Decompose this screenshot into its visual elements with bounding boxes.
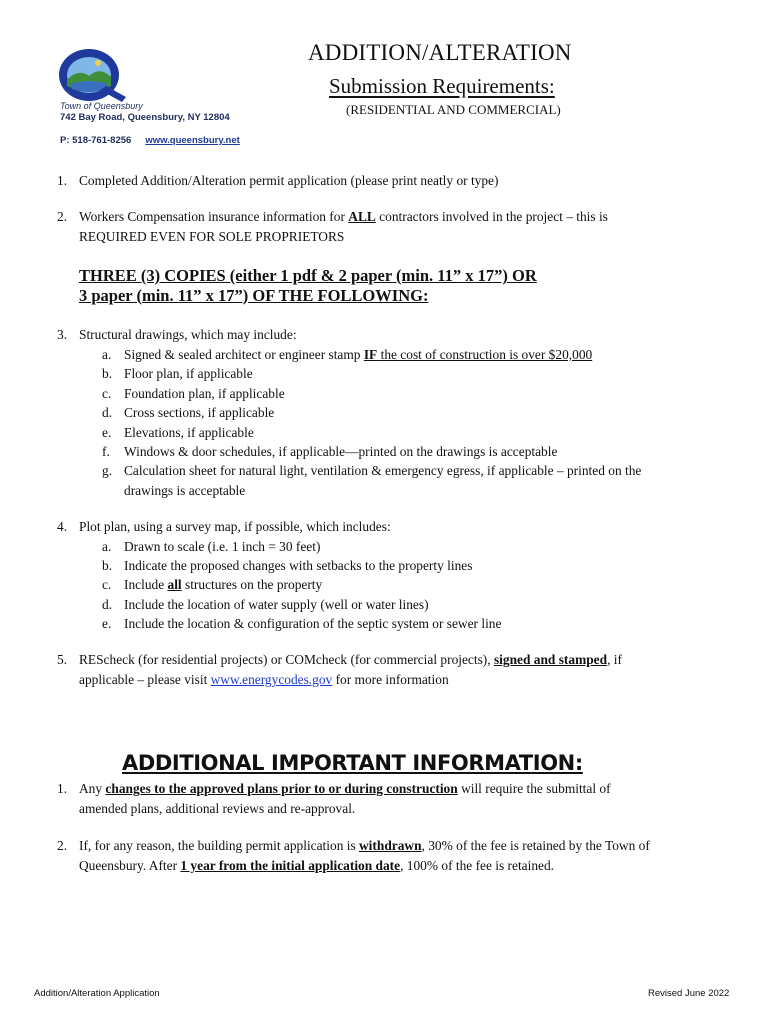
text-segment: Queensbury. After (79, 858, 181, 873)
item-text: Completed Addition/Alteration permit application (please print neatly or type) (79, 173, 499, 188)
text-segment: applicable – please visit (79, 672, 211, 687)
sub-letter: c. (102, 577, 112, 592)
item-text (79, 779, 611, 799)
sub-text: Include the location of water supply (well or water lines) (124, 597, 429, 612)
phone-line (60, 135, 240, 146)
item-text: Plot plan, using a survey map, if possible, which includes: (79, 519, 391, 534)
footer-document-name: Addition/Alteration Application (34, 988, 160, 999)
item-number: 1. (57, 173, 68, 188)
sub-text: Include the location & configuration of the septic system or sewer line (124, 616, 502, 631)
copies-heading (79, 266, 537, 305)
item-number: 5. (57, 652, 68, 667)
text-segment: Any (79, 781, 106, 796)
text-segment: REScheck (for residential projects) or COMcheck (for commercial projects), (79, 652, 494, 667)
sub-text: Windows & door schedules, if applicable—printed on the drawings is acceptable (124, 444, 558, 459)
item-text: Structural drawings, which may include: (79, 327, 297, 342)
sub-text: Cross sections, if applicable (124, 405, 275, 420)
item-number: 2. (57, 209, 68, 224)
town-address-block (60, 101, 240, 146)
item-text: amended plans, additional reviews and re-approval. (79, 801, 356, 816)
sub-letter: b. (102, 366, 113, 381)
sub-text: Elevations, if applicable (124, 425, 254, 440)
emphasis: ALL (348, 209, 376, 224)
town-name: Town of Queensbury (60, 101, 143, 111)
sub-text: Calculation sheet for natural light, ventilation & emergency egress, if applicable – printed on the (124, 463, 642, 478)
text-segment: Workers Compensation insurance information for (79, 209, 349, 224)
text-segment: , if (607, 652, 622, 667)
text-segment: will require the submittal of (457, 781, 611, 796)
item-number: 2. (57, 838, 68, 853)
text-segment: for more information (332, 672, 449, 687)
website-link[interactable]: www.queensbury.net (145, 135, 240, 146)
sub-text: Indicate the proposed changes with setbacks to the property lines (124, 558, 473, 573)
text-segment: contractors involved in the project – this is (375, 209, 608, 224)
sub-letter: b. (102, 558, 113, 573)
sub-letter: c. (102, 386, 112, 401)
sub-letter: e. (102, 616, 112, 631)
emphasis: signed and stamped (493, 652, 608, 667)
page-title: ADDITION/ALTERATION (308, 40, 572, 65)
sub-text: Foundation plan, if applicable (124, 386, 285, 401)
additional-info-heading: ADDITIONAL IMPORTANT INFORMATION: (122, 751, 583, 775)
page-subtitle: Submission Requirements: (329, 74, 555, 98)
emphasis: changes to the approved plans prior to or during construction (105, 781, 458, 796)
text-segment: structures on the property (181, 577, 323, 592)
footer-revision-date: Revised June 2022 (648, 988, 730, 999)
phone-number: P: 518-761-8256 (60, 135, 132, 146)
sub-letter: a. (102, 347, 112, 362)
sub-letter: g. (102, 463, 113, 478)
sub-letter: d. (102, 597, 113, 612)
item-text (79, 836, 650, 856)
copies-heading-line2: 3 paper (min. 11” x 17”) OF THE FOLLOWING: (79, 285, 429, 305)
item-text (79, 207, 608, 227)
text-segment: Include (124, 577, 168, 592)
sub-text: Drawn to scale (i.e. 1 inch = 30 feet) (124, 539, 321, 554)
sub-text (124, 575, 322, 595)
item-text (79, 650, 622, 670)
item-number: 3. (57, 327, 68, 342)
emphasis: 1 year from the initial application date (180, 858, 401, 873)
sub-text (124, 345, 592, 365)
text-segment: , 30% of the fee is retained by the Town of (421, 838, 650, 853)
street-address: 742 Bay Road, Queensbury, NY 12804 (60, 112, 230, 123)
text-segment: Signed & sealed architect or engineer stamp (124, 347, 364, 362)
emphasis: withdrawn (359, 838, 422, 853)
item-text: REQUIRED EVEN FOR SOLE PROPRIETORS (79, 229, 345, 244)
item-text (79, 670, 449, 690)
text-segment: , 100% of the fee is retained. (400, 858, 555, 873)
text-segment: the cost of construction is over $20,000 (377, 347, 593, 362)
sub-letter: a. (102, 539, 112, 554)
sub-letter: f. (102, 444, 110, 459)
item-text (79, 856, 554, 876)
sub-letter: e. (102, 425, 112, 440)
town-logo (56, 46, 130, 104)
emphasis: IF (363, 347, 378, 362)
emphasis: all (167, 577, 182, 592)
item-number: 4. (57, 519, 68, 534)
sub-text: drawings is acceptable (124, 483, 246, 498)
energycodes-link[interactable]: www.energycodes.gov (210, 672, 333, 687)
text-segment: If, for any reason, the building permit application is (79, 838, 360, 853)
sub-letter: d. (102, 405, 113, 420)
scope-note: (RESIDENTIAL AND COMMERCIAL) (346, 102, 561, 117)
copies-heading-line1: THREE (3) COPIES (either 1 pdf & 2 paper (min. 11” x 17”) OR (79, 266, 537, 285)
item-number: 1. (57, 781, 68, 796)
sub-text: Floor plan, if applicable (124, 366, 253, 381)
